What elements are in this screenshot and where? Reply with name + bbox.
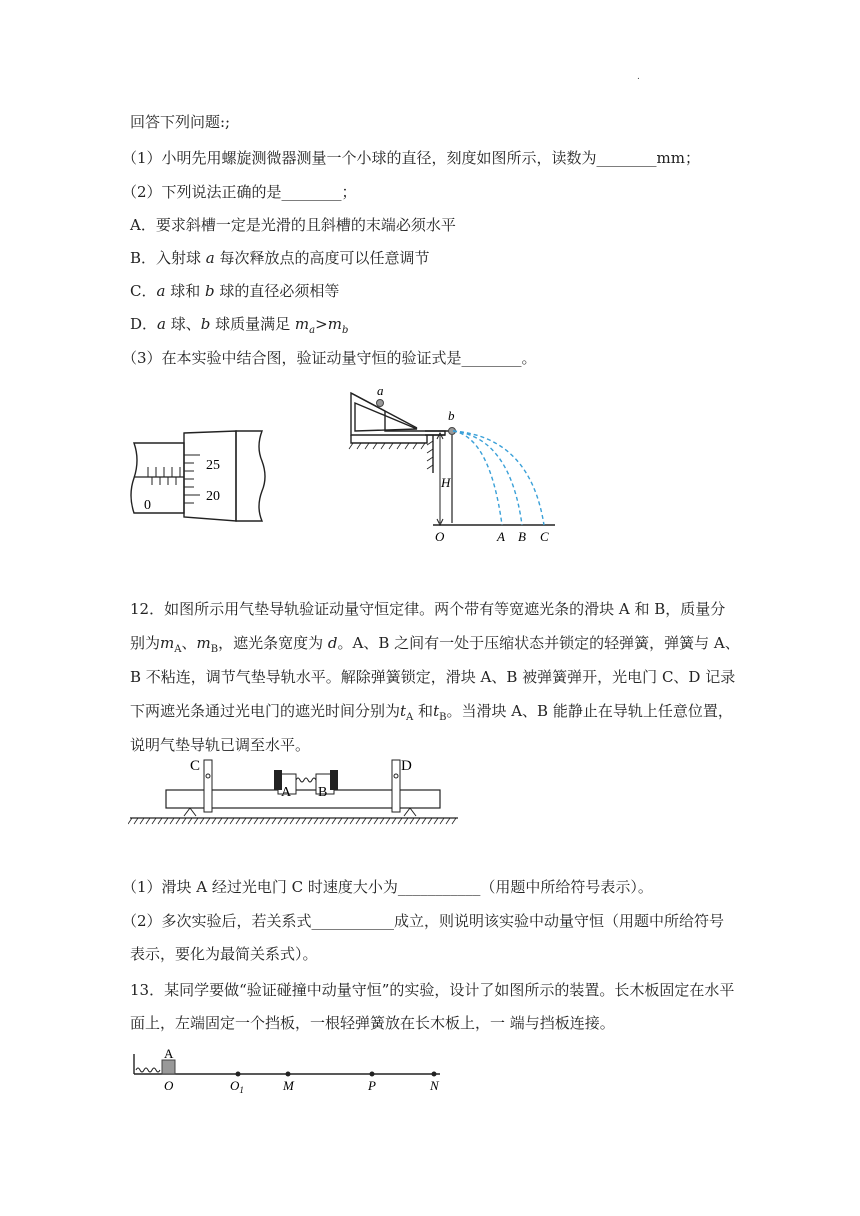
- q11-part1: （1）小明先用螺旋测微器测量一个小球的直径，刻度如图所示，读数为________mm；: [122, 149, 700, 167]
- q12-line3: B 不粘连，调节气垫导轨水平。解除弹簧锁定，滑块 A、B 被弹簧弹开，光电门 C、D 记录: [130, 668, 736, 686]
- ground-hatch: [398, 818, 402, 824]
- option-c: C．a 球和 b 球的直径必须相等: [130, 282, 340, 300]
- ground-hatch: [236, 818, 240, 824]
- block-a-label: A: [164, 1046, 174, 1061]
- ground-hatch: [266, 818, 270, 824]
- intro-text: 回答下列问题:;: [130, 113, 231, 131]
- point-p: P: [368, 1078, 376, 1093]
- point-m: M: [283, 1078, 294, 1093]
- q11-part2: （2）下列说法正确的是________；: [122, 183, 357, 201]
- label-b: b: [448, 408, 455, 423]
- ground-hatch: [170, 818, 174, 824]
- q12-part2a: （2）多次实验后，若关系式___________成立，则说明该实验中动量守恒（用题中所给符号: [122, 912, 725, 930]
- ground-hatch: [356, 818, 360, 824]
- q11-part3: （3）在本实验中结合图，验证动量守恒的验证式是________。: [122, 349, 537, 367]
- ground-hatch: [254, 818, 258, 824]
- micrometer-figure: [128, 425, 270, 525]
- ground-hatch: [212, 818, 216, 824]
- ground-hatch: [344, 818, 348, 824]
- ground-hatch: [434, 818, 438, 824]
- ground-hatch: [446, 818, 450, 824]
- trajectory-a: [453, 431, 502, 525]
- ground-hatch: [242, 818, 246, 824]
- ball-a: [377, 400, 384, 407]
- point-n: N: [430, 1078, 439, 1093]
- q13-line1: 13．某同学要做“验证碰撞中动量守恒”的实验，设计了如图所示的装置。长木板固定在水平: [130, 981, 735, 999]
- ground-hatch: [230, 818, 234, 824]
- q12-part2b: 表示，要化为最简关系式）。: [130, 945, 318, 963]
- air-track-figure: [128, 752, 462, 832]
- gate-d-label: D: [401, 758, 412, 774]
- ground-hatch: [392, 818, 396, 824]
- ground-hatch: [440, 818, 444, 824]
- ground-hatch: [278, 818, 282, 824]
- q13-line2: 面上，左端固定一个挡板，一根轻弹簧放在长木板上，一 端与挡板连接。: [130, 1014, 615, 1032]
- page-mark: .: [637, 72, 640, 82]
- point-o: O: [164, 1078, 174, 1093]
- ground-hatch: [182, 818, 186, 824]
- ground-hatch: [404, 818, 408, 824]
- ground-hatch: [332, 818, 336, 824]
- micrometer-label-0: 0: [144, 498, 151, 513]
- label-a: a: [377, 383, 384, 398]
- ground-hatch: [368, 818, 372, 824]
- slider-b-label: B: [318, 785, 328, 800]
- gate-c-label: C: [190, 758, 201, 774]
- ground-hatch: [206, 818, 210, 824]
- ground-hatch: [290, 818, 294, 824]
- spring: [296, 778, 316, 782]
- ground-hatch: [176, 818, 180, 824]
- option-b: B．入射球 a 每次释放点的高度可以任意调节: [130, 249, 430, 267]
- label-o: O: [435, 529, 445, 543]
- ground-hatch: [308, 818, 312, 824]
- ground-hatch: [422, 818, 426, 824]
- ground-hatch: [128, 818, 132, 824]
- ground-hatch: [134, 818, 138, 824]
- ground-hatch: [146, 818, 150, 824]
- ground-hatch: [320, 818, 324, 824]
- point-o1: $O_1$: [230, 1078, 244, 1094]
- ground-hatch: [158, 818, 162, 824]
- spring: [136, 1068, 160, 1072]
- q12-line5: 说明气垫导轨已调至水平。: [130, 736, 311, 754]
- ground-hatch: [416, 818, 420, 824]
- ground-hatch: [302, 818, 306, 824]
- label-B: B: [518, 529, 526, 543]
- ground-hatch: [350, 818, 354, 824]
- ground-hatch: [326, 818, 330, 824]
- block-a: [162, 1060, 175, 1074]
- slider-a-label: A: [281, 785, 292, 800]
- ground-hatch: [452, 818, 456, 824]
- ground-hatch: [224, 818, 228, 824]
- ground-hatch: [218, 818, 222, 824]
- ground-hatch: [188, 818, 192, 824]
- micrometer-label-20: 20: [206, 489, 220, 504]
- option-d: D．a 球、b 球质量满足 $m_a>m_b$: [130, 315, 349, 336]
- ground-hatch: [260, 818, 264, 824]
- ground-hatch: [386, 818, 390, 824]
- micrometer-label-25: 25: [206, 458, 220, 473]
- ground-hatch: [374, 818, 378, 824]
- ground-hatch: [410, 818, 414, 824]
- ground-hatch: [296, 818, 300, 824]
- ground-hatch: [284, 818, 288, 824]
- chute-figure: [345, 383, 575, 543]
- board-figure: [128, 1046, 448, 1094]
- q12-line1: 12．如图所示用气垫导轨验证动量守恒定律。两个带有等宽遮光条的滑块 A 和 B，质量分: [130, 600, 726, 618]
- q12-line4: 下两遮光条通过光电门的遮光时间分别为$t_A$ 和$t_B$。当滑块 A、B 能静止在导轨上任意位置，: [130, 702, 733, 723]
- label-C: C: [540, 529, 549, 543]
- trajectory-b: [453, 431, 522, 525]
- ground-hatch: [314, 818, 318, 824]
- ground-hatch: [362, 818, 366, 824]
- ground-hatch: [380, 818, 384, 824]
- trajectory-c: [453, 431, 544, 525]
- ground-hatch: [200, 818, 204, 824]
- q12-line2: 别为$m_A$、$m_B$，遮光条宽度为 d。A、B 之间有一处于压缩状态并锁定的轻弹簧，弹簧与 A、: [130, 634, 740, 655]
- label-h: H: [441, 475, 451, 490]
- ground-hatch: [272, 818, 276, 824]
- ground-hatch: [428, 818, 432, 824]
- ground-hatch: [140, 818, 144, 824]
- ground-hatch: [338, 818, 342, 824]
- q12-part1: （1）滑块 A 经过光电门 C 时速度大小为___________（用题中所给符号表示）。: [122, 878, 653, 896]
- label-A: A: [497, 529, 505, 543]
- ground-hatch: [152, 818, 156, 824]
- option-a: A．要求斜槽一定是光滑的且斜槽的末端必须水平: [130, 216, 456, 234]
- ground-hatch: [194, 818, 198, 824]
- ground-hatch: [164, 818, 168, 824]
- ground-hatch: [248, 818, 252, 824]
